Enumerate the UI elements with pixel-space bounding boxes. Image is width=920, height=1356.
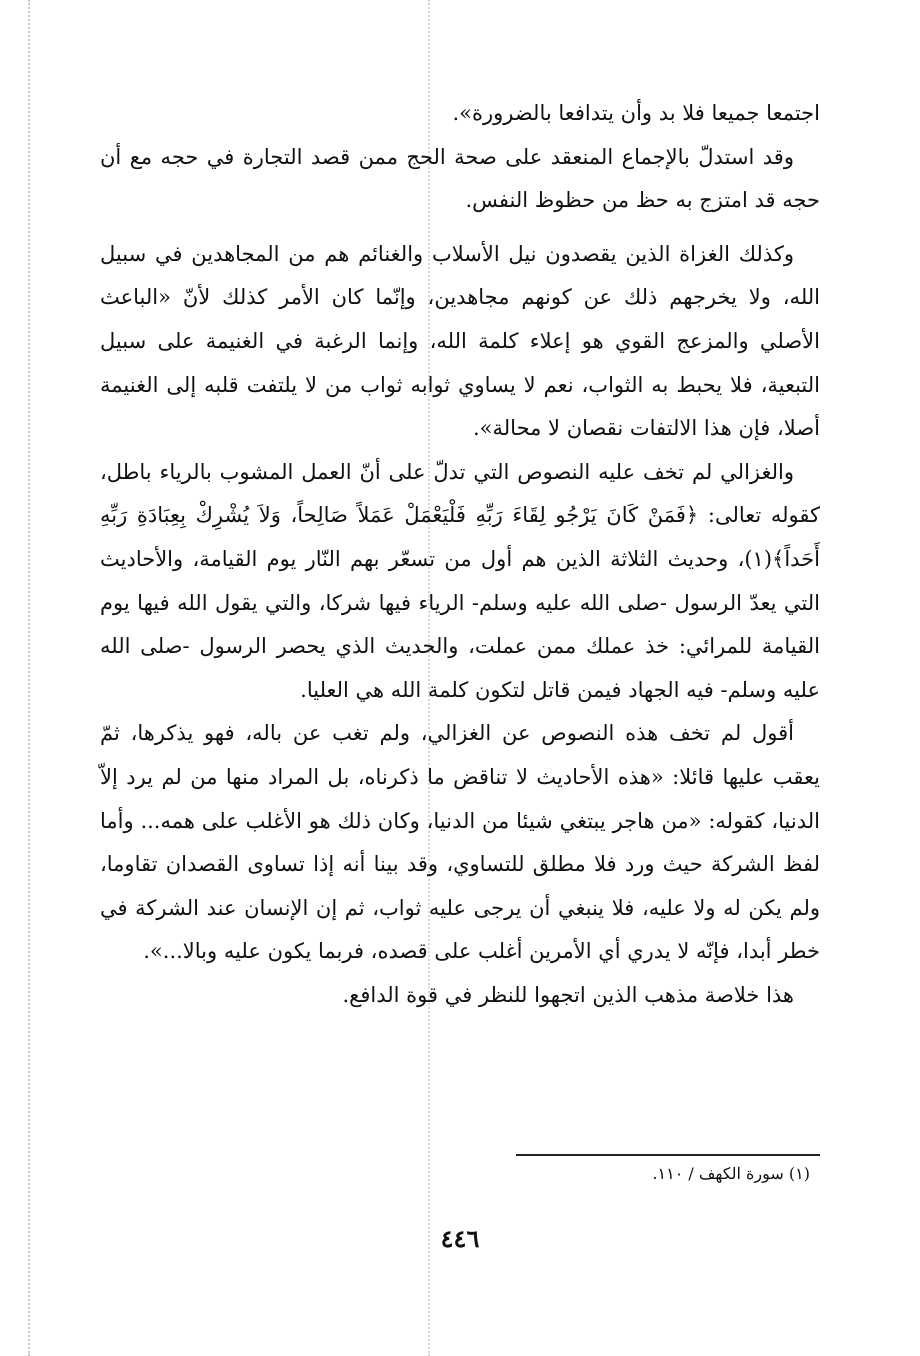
footnote: (١) سورة الكهف / ١١٠. <box>652 1164 810 1183</box>
footnote-separator <box>516 1154 820 1156</box>
paragraph-hajj: وقد استدلّ بالإجماع المنعقد على صحة الحج ممن قصد التجارة في حجه مع أن حجه قد امتزج به حظ من حظوظ النفس. <box>100 144 820 213</box>
scan-guide-left <box>28 0 30 1356</box>
paragraph-continuation: اجتمعا جميعا فلا بد وأن يتدافعا بالضرورة». <box>452 101 820 125</box>
paragraph-summary: هذا خلاصة مذهب الذين اتجهوا للنظر في قوة الدافع. <box>342 982 794 1007</box>
paragraph-aqul: أقول لم تخف هذه النصوص عن الغزالي، ولم تغب عن باله، فهو يذكرها، ثمّ يعقب عليها قائلا: «هذه الأحاديث لا تناقض ما ذكرناه، بل المراد منها من لم يرد إلاّ الدنيا، كقوله: «من هاجر يبتغي شيئا من الدنيا، وكان ذلك هو الأغلب على همه... وأما لفظ الشركة حيث ورد فلا مطلق للتساوي، وقد بينا أنه إذا تساوى القصدان تقاوما، ولم يكن له ولا عليه، فلا ينبغي أن يرجى عليه ثواب، ثم إن الإنسان عند الشركة في خطر أبدا، فإنّه لا يدري أي الأمرين أغلب على قصده، فربما يكون عليه وبالا...». <box>100 721 820 964</box>
page-number: ٤٤٦ <box>440 1224 480 1253</box>
paragraph-ghuzat: وكذلك الغزاة الذين يقصدون نيل الأسلاب والغنائم هم من المجاهدين في سبيل الله، ولا يخرجهم ذلك عن كونهم مجاهدين، وإنّما كان الأمر كذلك لأنّ «الباعث الأصلي والمزعج القوي هو إعلاء كلمة الله، وإنما الرغبة في الغنيمة على سبيل التبعية، فلا يحبط به الثواب، نعم لا يساوي ثوابه ثواب من لا يلتفت قلبه إلى الغنيمة أصلا، فإن هذا الالتفات نقصان لا محالة». <box>100 241 820 441</box>
paragraph-ghazali-texts: والغزالي لم تخف عليه النصوص التي تدلّ على أنّ العمل المشوب بالرياء باطل، كقوله تعالى: ﴿فَمَنْ كَانَ يَرْجُو لِقَاءَ رَبِّهِ فَلْيَعْمَلْ عَمَلاً صَالِحاً، وَلاَ يُشْرِكْ بِعِبَادَةِ رَبِّهِ أَحَداً﴾(١)، وحديث الثلاثة الذين هم أول من تسعّر بهم النّار يوم القيامة، والأحاديث التي يعدّ الرسول -صلى الله عليه وسلم- الرياء فيها شركا، والتي يقول الله فيها يوم القيامة للمرائي: خذ عملك ممن عملت، والحديث الذي يحصر الرسول -صلى الله عليه وسلم- فيه الجهاد فيمن قاتل لتكون كلمة الله هي العليا. <box>100 459 820 702</box>
body-text <box>100 92 820 1017</box>
